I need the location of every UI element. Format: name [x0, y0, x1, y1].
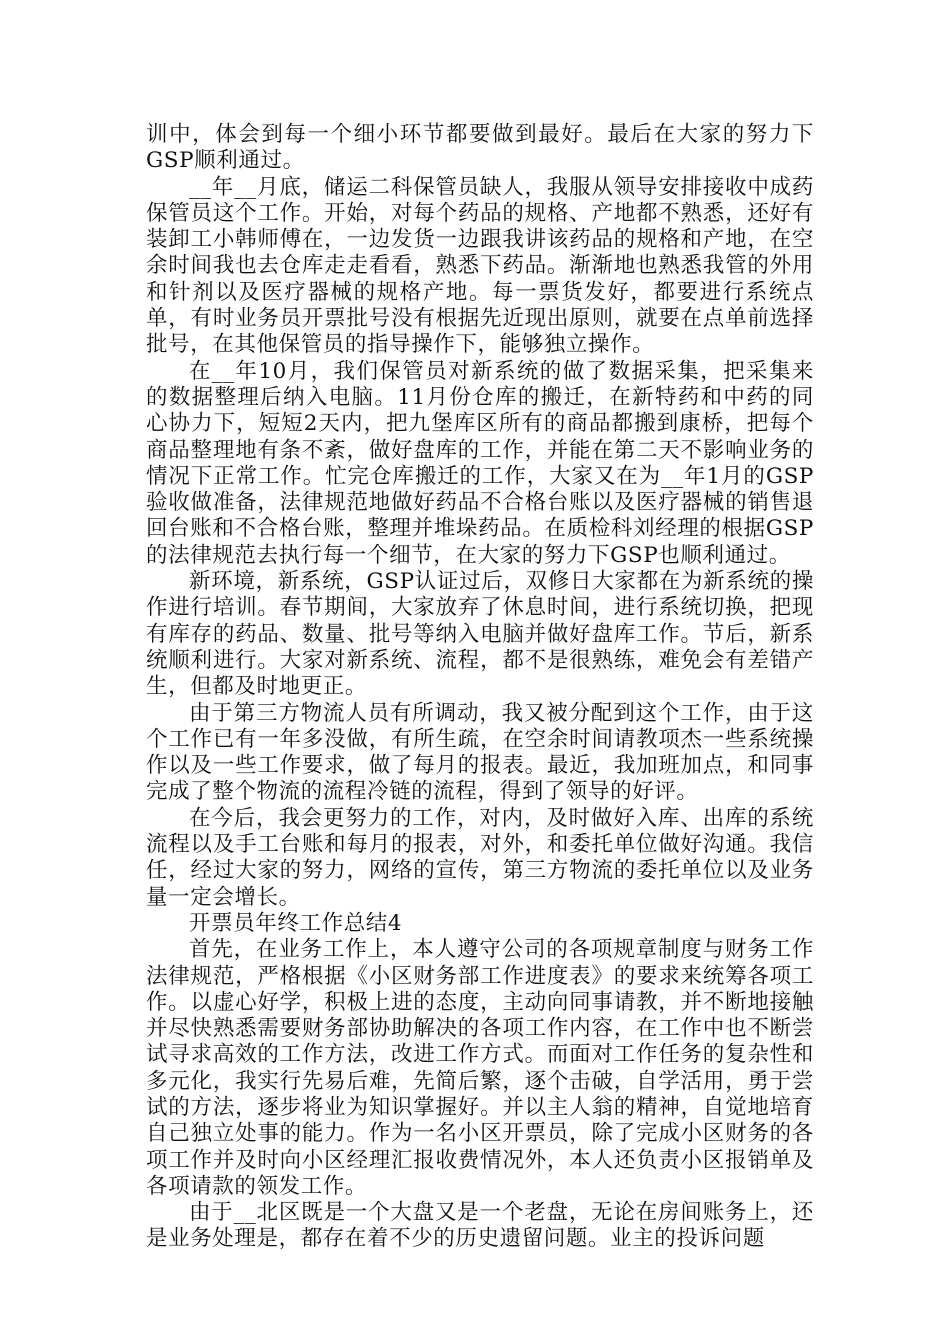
section-heading: 开票员年终工作总结4	[189, 910, 403, 936]
paragraph-gsp-training: 新环境，新系统，GSP认证过后，双修日大家都在为新系统的操作进行培训。春节期间，大家放弃了休息时间，进行系统切换，把现有库存的药品、数量、批号等纳入电脑并做好盘库工作。节后，新系统顺利进行。大家对新系统、流程，都不是很熟练，难免会有差错产生，但都及时地更正。	[146, 569, 814, 700]
paragraph-business-work: 首先，在业务工作上，本人遵守公司的各项规章制度与财务工作法律规范，严格根据《小区财务部工作进度表》的要求来统筹各项工作。以虚心好学，积极上进的态度，主动向同事请教，并不断地接触并尽快熟悉需要财务部协助解决的各项工作内容，在工作中也不断尝试寻求高效的工作方法，改进工作方式。而面对工作任务的复杂性和多元化，我实行先易后难，先简后繁，逐个击破，自学活用，勇于尝试的方法，逐步将业为知识掌握好。并以主人翁的精神，自觉地培育自己独立处事的能力。作为一名小区开票员，除了完成小区财务的各项工作并及时向小区经理汇报收费情况外，本人还负责小区报销单及各项请款的领发工作。	[146, 937, 814, 1199]
paragraph-third-party-logistics: 由于第三方物流人员有所调动，我又被分配到这个工作，由于这个工作已有一年多没做，有所生疏，在空余时间请教项杰一些系统操作以及一些工作要求，做了每月的报表。最近，我加班加点，和同事完成了整个物流的流程冷链的流程，得到了领导的好评。	[146, 700, 814, 805]
paragraph-continuation: 训中，体会到每一个细小环节都要做到最好。最后在大家的努力下GSP顺利通过。	[146, 122, 814, 174]
paragraph-storage-keeper: __年__月底，储运二科保管员缺人，我服从领导安排接收中成药保管员这个工作。开始，对每个药品的规格、产地都不熟悉，还好有装卸工小韩师傅在，一边发货一边跟我讲该药品的规格和产地，在空余时间我也去仓库走走看看，熟悉下药品。渐渐地也熟悉我管的外用和针剂以及医疗器械的规格产地。每一票货发好，都要进行系统点单，有时业务员开票批号没有根据先近现出原则，就要在点单前选择批号，在其他保管员的指导操作下，能够独立操作。	[146, 174, 814, 358]
paragraph-future-plans: 在今后，我会更努力的工作，对内，及时做好入库、出库的系统流程以及手工台账和每月的报表，对外，和委托单位做好沟通。我信任，经过大家的努力，网络的宣传，第三方物流的委托单位以及业务量一定会增长。	[146, 805, 814, 910]
paragraph-new-system-data: 在__年10月，我们保管员对新系统的做了数据采集，把采集来的数据整理后纳入电脑。11月份仓库的搬迁，在新特药和中药的同心协力下，短短2天内，把九堡库区所有的商品都搬到康桥，把每个商品整理地有条不紊，做好盘库的工作，并能在第二天不影响业务的情况下正常工作。忙完仓库搬迁的工作，大家又在为__年1月的GSP验收做准备，法律规范地做好药品不合格台账以及医疗器械的销售退回台账和不合格台账，整理并堆垛药品。在质检科刘经理的根据GSP的法律规范去执行每一个细节，在大家的努力下GSP也顺利通过。	[146, 358, 814, 568]
paragraph-north-district: 由于__北区既是一个大盘又是一个老盘，无论在房间账务上，还是业务处理是，都存在着不少的历史遗留问题。业主的投诉问题	[146, 1200, 814, 1252]
document-page	[146, 122, 814, 1253]
